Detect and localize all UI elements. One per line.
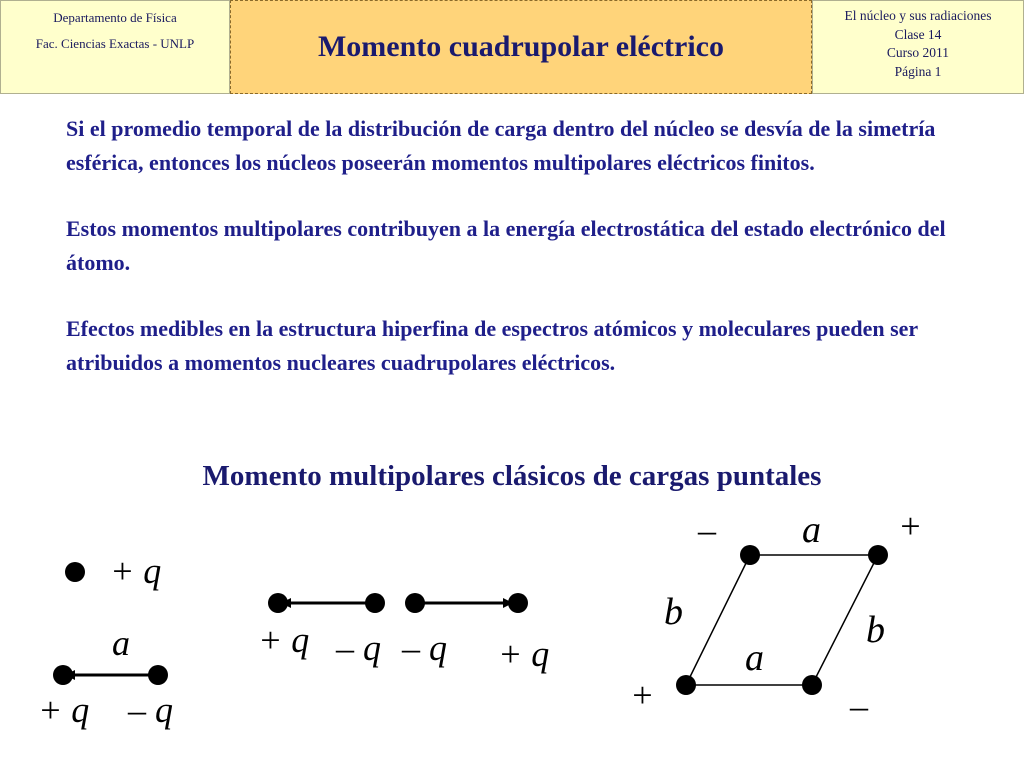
charge-point (802, 675, 822, 695)
bottom-left-sign: + (630, 675, 655, 715)
paragraph-3: Efectos medibles en la estructura hiperfina de espectros atómicos y moleculares pueden ser atribuidos a momentos nucleares cuadrupolares eléctricos. (66, 316, 918, 375)
page-number: Página 1 (894, 63, 942, 79)
bottom-right-sign: – (850, 686, 868, 726)
top-right-sign: + (898, 506, 923, 546)
charge-point (53, 665, 73, 685)
dipole-diagram (38, 623, 173, 730)
charge-point (676, 675, 696, 695)
department-name: Departamento de Física (53, 10, 177, 25)
charge-point (405, 593, 425, 613)
dipole-distance-label: a (112, 623, 130, 663)
charge-point (365, 593, 385, 613)
dipole-negative-label: – q (128, 690, 173, 730)
charge-point (868, 545, 888, 565)
right-side-label: b (866, 609, 885, 651)
class-number: Clase 14 (894, 26, 942, 42)
monopole-diagram (65, 551, 161, 591)
parallelogram-quadrupole-diagram (630, 506, 922, 726)
section-subtitle: Momento multipolares clásicos de cargas puntales (202, 460, 822, 492)
slide-title: Momento cuadrupolar eléctrico (230, 0, 812, 94)
paragraph-1: Si el promedio temporal de la distribución de carga dentro del núcleo se desvía de la simetría esférica, entonces los núcleos poseerán momentos multipolares eléctricos finitos. (66, 116, 936, 175)
charge-point (740, 545, 760, 565)
course-year: Curso 2011 (886, 45, 950, 60)
bottom-side-label: a (745, 637, 764, 679)
quad-positive-label-2: + q (498, 634, 550, 674)
top-side-label: a (802, 509, 821, 551)
quad-negative-label-2: – q (402, 628, 447, 668)
dipole-positive-label: + q (38, 690, 90, 730)
charge-point (65, 562, 85, 582)
paragraph-2: Estos momentos multipolares contribuyen a la energía electrostática del estado electrónico del átomo. (66, 216, 946, 275)
charge-point (268, 593, 288, 613)
monopole-label: + q (110, 551, 162, 591)
quad-negative-label-1: – q (336, 628, 381, 668)
parallelogram-outline (686, 555, 878, 685)
course-name: El núcleo y sus radiaciones (844, 8, 992, 23)
charge-point (508, 593, 528, 613)
linear-quadrupole-diagram (258, 593, 549, 674)
top-left-sign: – (698, 510, 716, 550)
charge-point (148, 665, 168, 685)
left-side-label: b (664, 591, 683, 633)
quad-positive-label-1: + q (258, 620, 310, 660)
faculty-name: Fac. Ciencias Exactas - UNLP (35, 36, 195, 51)
